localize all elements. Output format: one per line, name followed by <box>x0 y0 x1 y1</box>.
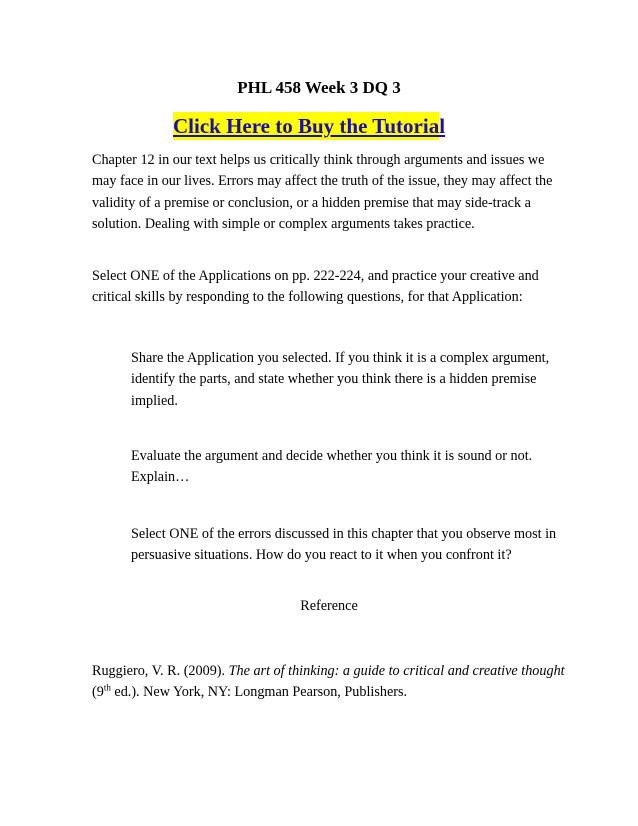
citation-edition-sup: th <box>103 682 111 693</box>
citation-authors: Ruggiero, V. R. (2009). <box>92 663 229 679</box>
buy-tutorial-link[interactable]: Click Here to Buy the Tutorial <box>173 114 446 138</box>
document-title: PHL 458 Week 3 DQ 3 <box>237 78 401 97</box>
citation-edition-pre: (9 <box>92 684 104 701</box>
citation-book-title: The art of thinking: a guide to critical and creative thought <box>228 663 565 679</box>
citation-edition-post: ed.). New York, NY: Longman Pearson, Publishers. <box>110 684 408 701</box>
instructions-paragraph: Select ONE of the Applications on pp. 222-224, and practice your creative and critical skills by responding to the following questions, for that Application: <box>92 268 539 306</box>
reference-heading: Reference <box>300 598 358 614</box>
question-item: Evaluate the argument and decide whether you think it is sound or not. Explain… <box>131 448 533 486</box>
question-item: Share the Application you selected. If you think it is a complex argument, identify the parts, and state whether you think there is a hidden premise implied. <box>131 350 550 409</box>
intro-paragraph: Chapter 12 in our text helps us critically think through arguments and issues we may face in our lives. Errors may affect the truth of the issue, they may affect the validity of a premise or conclusion, or a hidden premise that may side-track a solution. Dealing with simple or complex arguments takes practice. <box>92 152 553 232</box>
reference-citation <box>92 661 572 704</box>
question-item: Select ONE of the errors discussed in this chapter that you observe most in persuasive situations. How do you react to it when you confront it? <box>131 526 557 564</box>
